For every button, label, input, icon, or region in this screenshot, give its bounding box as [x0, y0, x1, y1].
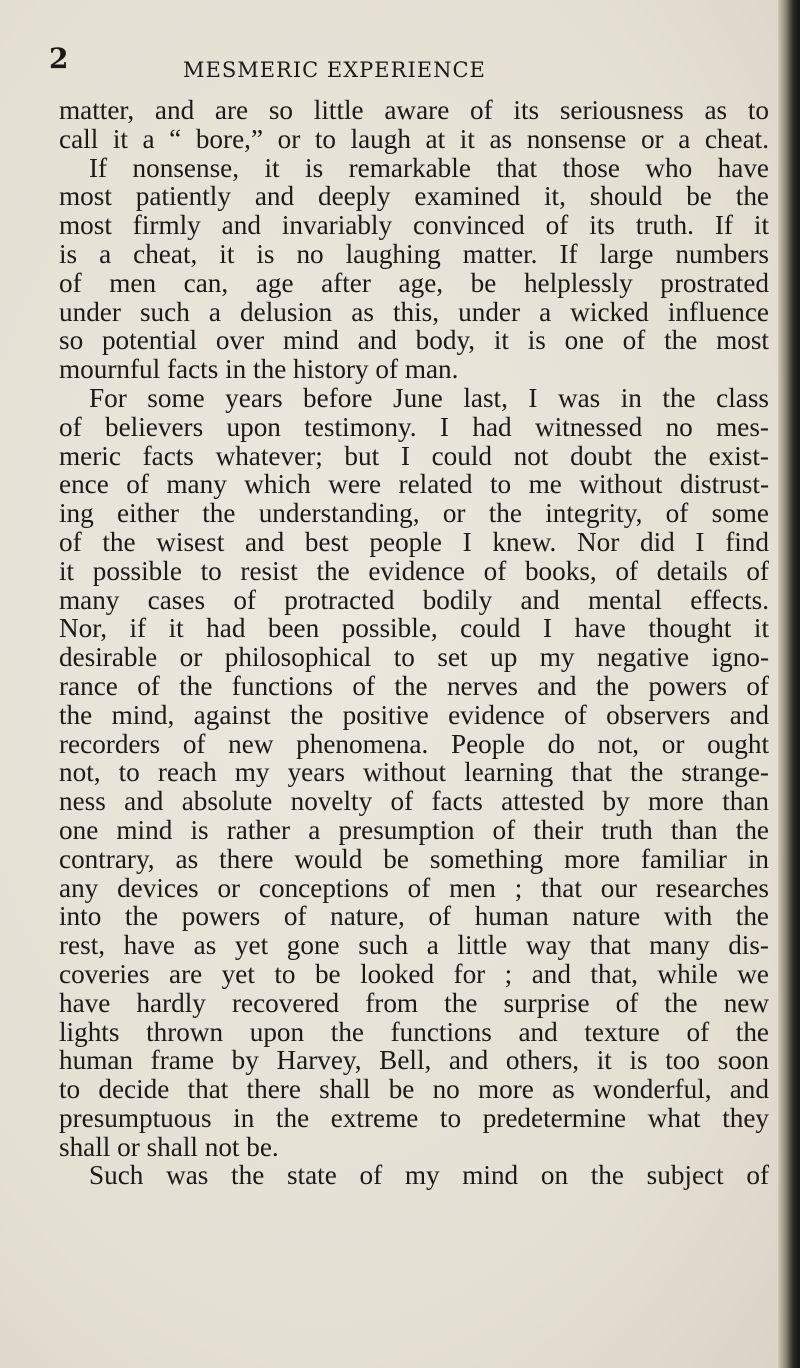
text-line: Such was the state of my mind on the subject of — [89, 1160, 769, 1191]
book-spine-edge — [778, 0, 800, 1368]
text-line: rance of the functions of the nerves and the powers of — [59, 670, 769, 701]
text-line: lights thrown upon the functions and texture of the — [59, 1016, 769, 1047]
text-line: one mind is rather a presumption of their truth than the — [59, 814, 769, 845]
text-line: presumptuous in the extreme to predetermine what they — [59, 1102, 769, 1133]
text-line: have hardly recovered from the surprise of the new — [59, 987, 769, 1018]
text-line: is a cheat, it is no laughing matter. If large numbers — [59, 238, 769, 269]
text-line: not, to reach my years without learning that the strange- — [59, 757, 769, 788]
text-line: If nonsense, it is remarkable that those who have — [89, 152, 769, 183]
text-line: it possible to resist the evidence of books, of details of — [59, 555, 769, 586]
text-line: any devices or conceptions of men ; that our researches — [59, 872, 769, 903]
body-text — [59, 96, 769, 1190]
page-number: 2 — [49, 42, 69, 75]
running-title: MESMERIC EXPERIENCE — [183, 58, 486, 82]
text-line: most patiently and deeply examined it, should be the — [59, 181, 769, 212]
text-line: For some years before June last, I was in the class — [89, 382, 769, 413]
text-line: ing either the understanding, or the integrity, of some — [59, 498, 769, 529]
text-line: to decide that there shall be no more as wonderful, and — [59, 1074, 769, 1105]
text-line: many cases of protracted bodily and mental effects. — [59, 584, 769, 615]
text-line: of believers upon testimony. I had witnessed no mes- — [59, 411, 769, 442]
text-line: ness and absolute novelty of facts attested by more than — [59, 786, 769, 817]
text-line: rest, have as yet gone such a little way that many dis- — [59, 930, 769, 961]
text-line: most firmly and invariably convinced of its truth. If it — [59, 210, 769, 241]
text-line: Nor, if it had been possible, could I have thought it — [59, 613, 769, 644]
text-line: so potential over mind and body, it is one of the most — [59, 325, 769, 356]
text-line: ence of many which were related to me without distrust- — [59, 469, 769, 500]
text-line: mournful facts in the history of man. — [59, 354, 459, 385]
text-line: under such a delusion as this, under a wicked influence — [59, 296, 769, 327]
text-line: of the wisest and best people I knew. Nor did I find — [59, 526, 769, 557]
text-line: into the powers of nature, of human nature with the — [59, 901, 769, 932]
text-line: human frame by Harvey, Bell, and others, it is too soon — [59, 1045, 769, 1076]
text-line: meric facts whatever; but I could not doubt the exist- — [59, 440, 769, 471]
text-line: desirable or philosophical to set up my negative igno- — [59, 642, 769, 673]
text-line: call it a “ bore,” or to laugh at it as nonsense or a cheat. — [59, 123, 769, 154]
text-line: the mind, against the positive evidence of observers and — [59, 699, 769, 730]
text-line: contrary, as there would be something more familiar in — [59, 843, 769, 874]
text-line: shall or shall not be. — [59, 1131, 279, 1162]
text-line: coveries are yet to be looked for ; and that, while we — [59, 958, 769, 989]
text-line: of men can, age after age, be helplessly prostrated — [59, 267, 769, 298]
text-line: matter, and are so little aware of its seriousness as to — [59, 95, 769, 125]
text-line: recorders of new phenomena. People do not, or ought — [59, 728, 769, 759]
